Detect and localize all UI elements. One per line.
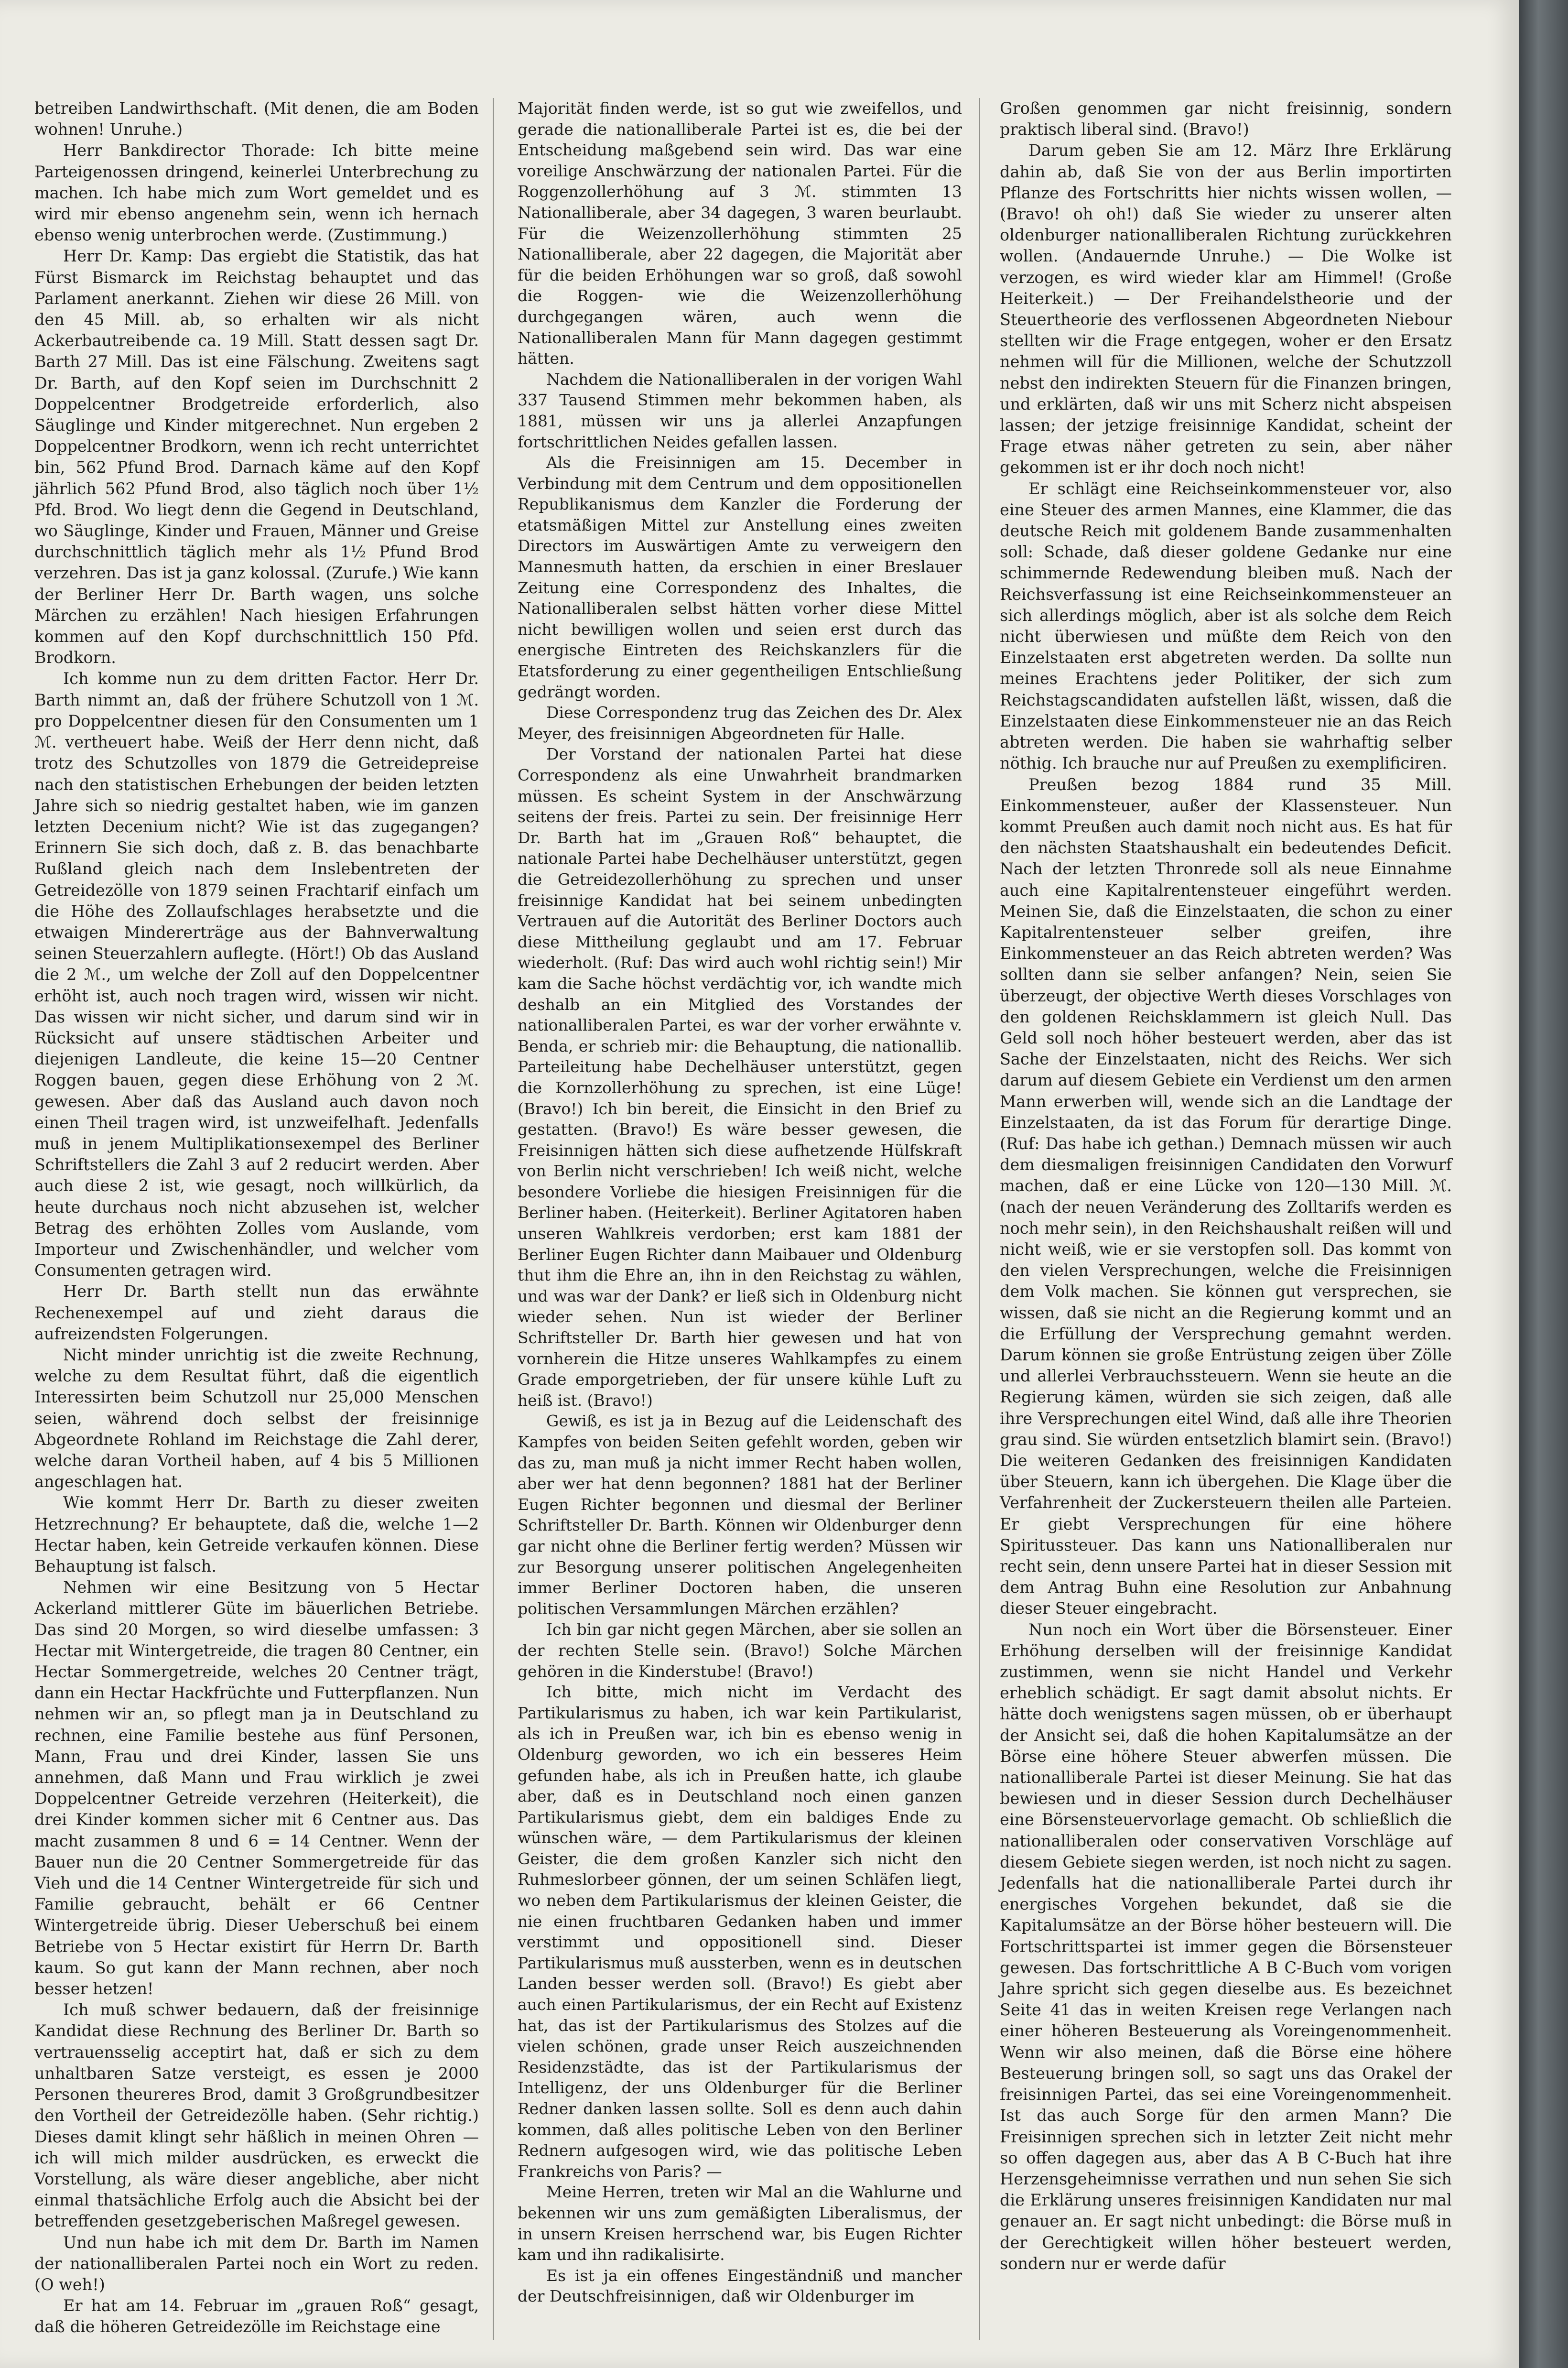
paragraph: Herr Dr. Barth stellt nun das erwähnte Rechenexempel auf und zieht daraus die aufreizendsten Folgerungen. <box>34 1282 479 1343</box>
paragraph: Ich bitte, mich nicht im Verdacht des Partikularismus zu haben, ich war kein Partikularist, als ich in Preußen war, ich bin es ebenso wenig in Oldenburg geworden, wo ich ein besseres Heim gefunden habe, als ich in Preußen hatte, ich glaube aber, daß es in Deutschland noch einen ganzen Partikularismus giebt, dem ein baldiges Ende zu wünschen wäre, — dem Partikularismus der kleinen Geister, die dem großen Kanzler sich nicht den Ruhmeslorbeer gönnen, der um seinen Schläfen liegt, wo neben dem Partikularismus der kleinen Geister, die nie einen fruchtbaren Gedanken haben und immer verstimmt und oppositionell sind. Dieser Partikularismus muß aussterben, wenn es in deutschen Landen besser werden soll. (Bravo!) Es giebt aber auch einen Partikularismus, der ein Recht auf Existenz hat, das ist der Partikularismus des Stolzes auf die vielen schönen, grade unser Reich auszeichnenden Residenzstädte, das ist der Partikularismus der Intelligenz, der uns Oldenburger für die Berliner Redner danken lassen sollte. Soll es denn auch dahin kommen, daß alles politische Leben von den Berliner Rednern aufgesogen wird, wie das politische Leben Frankreichs von Paris? — <box>518 1683 962 2181</box>
text-column-left <box>34 98 479 2338</box>
scan-border <box>1519 0 1568 2368</box>
paragraph: Er hat am 14. Februar im „grauen Roß“ gesagt, daß die höheren Getreidezölle im Reichstage eine <box>34 2296 479 2336</box>
paragraph: Darum geben Sie am 12. März Ihre Erklärung dahin ab, daß Sie von der aus Berlin importirten Pflanze des Fortschritts hier nichts wissen wollen, — (Bravo! oh oh!) daß Sie wieder zu unserer alten oldenburger nationalliberalen Richtung zurückkehren wollen. (Andauernde Unruhe.) — Die Wolke ist verzogen, es wird wieder klar am Himmel! (Große Heiterkeit.) — Der Freihandelstheorie und der Steuertheorie des verflossenen Abgeordneten Niebour stellten wir die Frage entgegen, woher er den Ersatz nehmen will für die Millionen, welche der Schutzzoll nebst den indirekten Steuern für die Finanzen bringen, und erklärten, daß wir uns mit Scherz nicht abspeisen lassen; der jetzige freisinnige Kandidat, scheint der Frage etwas näher getreten zu sein, aber näher gekommen ist er ihr doch noch nicht! <box>1000 141 1452 477</box>
paragraph: Ich komme nun zu dem dritten Factor. Herr Dr. Barth nimmt an, daß der frühere Schutzoll von 1 ℳ. pro Doppelcentner diesen für den Consumenten um 1 ℳ. vertheuert habe. Weiß der Herr denn nicht, daß trotz des Schutzolles von 1879 die Getreidepreise nach den statistischen Erhebungen der beiden letzten Jahre sich so niedrig gestaltet haben, wie im ganzen letzten Decenium nicht? Wie ist das zugegangen? Erinnern Sie sich doch, daß z. B. das benachbarte Rußland gleich nach dem Inslebentreten der Getreidezölle von 1879 seinen Frachtarif einfach um die Höhe des Zollaufschlages herabsetzte und die etwaigen Mindererträge aus der Bahnverwaltung seinen Steuerzahlern auflegte. (Hört!) Ob das Ausland die 2 ℳ., um welche der Zoll auf den Doppelcentner erhöht ist, auch noch tragen wird, wissen wir nicht. Das wissen wir nicht sicher, und darum sind wir in Rücksicht auf unsere städtischen Arbeiter und diejenigen Landleute, die keine 15—20 Centner Roggen bauen, gegen diese Erhöhung von 2 ℳ. gewesen. Aber daß das Ausland auch davon noch einen Theil tragen wird, ist unzweifelhaft. Jedenfalls muß in jenem Multiplikationsexempel des Berliner Schriftstellers die Zahl 3 auf 2 reducirt werden. Aber auch diese 2 ist, wie gesagt, noch willkürlich, da heute durchaus noch nicht abzusehen ist, welcher Betrag des erhöhten Zolles vom Auslande, vom Importeur und Zwischenhändler, und welcher vom Consumenten getragen wird. <box>34 669 479 1280</box>
paragraph: Gewiß, es ist ja in Bezug auf die Leidenschaft des Kampfes von beiden Seiten gefehlt worden, geben wir das zu, man muß ja nicht immer Recht haben wollen, aber wer hat denn begonnen? 1881 hat der Berliner Eugen Richter begonnen und diesmal der Berliner Schriftsteller Dr. Barth. Können wir Oldenburger denn gar nicht ohne die Berliner fertig werden? Müssen wir zur Besorgung unserer politischen Angelegenheiten immer Berliner Doctoren haben, die unseren politischen Versammlungen Märchen erzählen? <box>518 1412 962 1618</box>
text-column-middle <box>518 98 962 2307</box>
text-column-right <box>1000 98 1452 2274</box>
paragraph: Wie kommt Herr Dr. Barth zu dieser zweiten Hetzrechnung? Er behauptete, daß die, welche 1—2 Hectar haben, kein Getreide verkaufen können. Diese Behauptung ist falsch. <box>34 1493 479 1576</box>
paragraph: Der Vorstand der nationalen Partei hat diese Correspondenz als eine Unwahrheit brandmarken müssen. Es scheint System in der Anschwärzung seitens der freis. Partei zu sein. Der freisinnige Herr Dr. Barth hat im „Grauen Roß“ behauptet, die nationale Partei habe Dechelhäuser unterstützt, gegen die Getreidezollerhöhung zu sprechen und unser freisinnige Kandidat hat bei seinem unbedingten Vertrauen auf die Autorität des Berliner Doctors auch diese Mittheilung geglaubt und am 17. Februar wiederholt. (Ruf: Das wird auch wohl richtig sein!) Mir kam die Sache höchst verdächtig vor, ich wandte mich deshalb an ein Mitglied des Vorstandes der nationalliberalen Partei, es war der vorher erwähnte v. Benda, er schrieb mir: die Behauptung, die nationallib. Parteileitung habe Dechelhäuser unterstützt, gegen die Kornzollerhöhung zu sprechen, ist eine Lüge! (Bravo!) Ich bin bereit, die Einsicht in den Brief zu gestatten. (Bravo!) Es wäre besser gewesen, die Freisinnigen hätten sich diese aufhetzende Hülfskraft von Berlin nicht verschrieben! Ich weiß nicht, welche besondere Vorliebe die hiesigen Freisinnigen für die Berliner haben. (Heiterkeit). Berliner Agitatoren haben unseren Wahlkreis verdorben; erst kam 1881 der Berliner Eugen Richter dann Maibauer und Oldenburg thut ihm die Ehre an, ihn in den Reichstag zu wählen, und was war der Dank? er ließ sich in Oldenburg nicht wieder sehen. Nun ist wieder der Berliner Schriftsteller Dr. Barth hier gewesen und hat von vornherein die Hitze unseres Wahlkampfes zu einem Grade emporgetrieben, der für unsere kühle Luft zu heiß ist. (Bravo!) <box>518 745 962 1410</box>
paragraph: Diese Correspondenz trug das Zeichen des Dr. Alex Meyer, des freisinnigen Abgeordneten für Halle. <box>518 703 962 743</box>
column-divider <box>979 98 980 2340</box>
column-divider <box>493 98 494 2340</box>
paragraph: Ich bin gar nicht gegen Märchen, aber sie sollen an der rechten Stelle sein. (Bravo!) Solche Märchen gehören in die Kinderstube! (Bravo!) <box>518 1620 962 1681</box>
paragraph: Es ist ja ein offenes Eingeständniß und mancher der Deutschfreisinnigen, daß wir Oldenburger im <box>518 2266 962 2306</box>
paragraph: Er schlägt eine Reichseinkommensteuer vor, also eine Steuer des armen Mannes, eine Klammer, die das deutsche Reich mit goldenem Bande zusammenhalten soll: Schade, daß dieser goldene Gedanke nur eine schimmernde Redewendung bleiben muß. Nach der Reichsverfassung ist eine Reichseinkommensteuer an sich allerdings möglich, aber ist als solche dem Reich nicht überwiesen und müßte dem Reich von den Einzelstaaten erst abgetreten werden. Da sollte nun meines Erachtens jeder Politiker, der sich zum Reichstagscandidaten aufstellen läßt, wissen, daß die Einzelstaaten diese Einkommensteuer nie an das Reich abtreten werden. Die haben sie wahrhaftig selber nöthig. Ich brauche nur auf Preußen zu exemplificiren. <box>1000 479 1452 773</box>
paragraph: Großen genommen gar nicht freisinnig, sondern praktisch liberal sind. (Bravo!) <box>1000 99 1452 139</box>
paragraph: Nachdem die Nationalliberalen in der vorigen Wahl 337 Tausend Stimmen mehr bekommen haben, als 1881, müssen wir uns ja allerlei Anzapfungen fortschrittlichen Neides gefallen lassen. <box>518 369 962 451</box>
paragraph: Herr Bankdirector Thorade: Ich bitte meine Parteigenossen dringend, keinerlei Unterbrechung zu machen. Ich habe mich zum Wort gemeldet und es wird mir ebenso angenehm sein, wenn ich hernach ebenso wenig unterbrochen werde. (Zustimmung.) <box>34 141 479 245</box>
paragraph: Als die Freisinnigen am 15. December in Verbindung mit dem Centrum und dem oppositionellen Republikanismus dem Kanzler die Forderung der etatsmäßigen Mittel zur Anstellung eines zweiten Directors im Auswärtigen Amte zu verweigern den Mannesmuth hatten, da erschien in einer Breslauer Zeitung eine Correspondenz des Inhaltes, die Nationalliberalen selbst hätten vorher diese Mittel nicht bewilligen wollen und seien erst durch das energische Eintreten des Reichskanzlers für die Etatsforderung zu einer gegentheiligen Entschließung gedrängt worden. <box>518 453 962 701</box>
paragraph: Nicht minder unrichtig ist die zweite Rechnung, welche zu dem Resultat führt, daß die eigentlich Interessirten beim Schutzoll nur 25,000 Menschen seien, während doch selbst der freisinnige Abgeordnete Rohland im Reichstage die Zahl derer, welche daran Vortheil haben, auf 4 bis 5 Millionen angeschlagen hat. <box>34 1345 479 1491</box>
paragraph: Herr Dr. Kamp: Das ergiebt die Statistik, das hat Fürst Bismarck im Reichstag behauptet und das Parlament anerkannt. Ziehen wir diese 26 Mill. von den 45 Mill. ab, so erhalten wir als nicht Ackerbautreibende ca. 19 Mill. Statt dessen sagt Dr. Barth 27 Mill. Das ist eine Fälschung. Zweitens sagt Dr. Barth, auf den Kopf seien im Durchschnitt 2 Doppelcentner Brodgetreide erforderlich, also Säuglinge und Kinder mitgerechnet. Nun ergeben 2 Doppelcentner Brodkorn, wenn ich recht unterrichtet bin, 562 Pfund Brod. Darnach käme auf den Kopf jährlich 562 Pfund Brod, also täglich noch über 1½ Pfd. Brod. Wo liegt denn die Gegend in Deutschland, wo Säuglinge, Kinder und Frauen, Männer und Greise durchschnittlich täglich mehr als 1½ Pfund Brod verzehren. Das ist ja ganz kolossal. (Zurufe.) Wie kann der Berliner Herr Dr. Barth wagen, uns solche Märchen zu erzählen! Nach hiesigen Erfahrungen kommen auf den Kopf durchschnittlich 150 Pfd. Brodkorn. <box>34 247 479 667</box>
paragraph: Ich muß schwer bedauern, daß der freisinnige Kandidat diese Rechnung des Berliner Dr. Barth so vertrauensselig acceptirt hat, daß er sich zu dem unhaltbaren Satze versteigt, es essen je 2000 Personen theureres Brod, damit 3 Großgrundbesitzer den Vortheil der Getreidezölle haben. (Sehr richtig.) Dieses damit klingt sehr häßlich in meinen Ohren — ich will mich milder ausdrücken, es erweckt die Vorstellung, als wäre dieser angebliche, aber nicht einmal thatsächliche Erfolg auch die Absicht bei der betreffenden gesetzgeberischen Maßregel gewesen. <box>34 2000 479 2231</box>
paragraph: Meine Herren, treten wir Mal an die Wahlurne und bekennen wir uns zum gemäßigten Liberalismus, der in unsern Kreisen herrschend war, bis Eugen Richter kam und ihn radikalisirte. <box>518 2183 962 2264</box>
paragraph: Nun noch ein Wort über die Börsensteuer. Einer Erhöhung derselben will der freisinnige Kandidat zustimmen, wenn sie nicht Handel und Verkehr erheblich schädigt. Er sagt damit absolut nichts. Er hätte doch wenigstens sagen müssen, ob er überhaupt der Ansicht sei, daß die hohen Kapitalumsätze an der Börse eine höhere Steuer abwerfen müssen. Die nationalliberale Partei ist dieser Meinung. Sie hat das bewiesen und in dieser Session durch Dechelhäuser eine Börsensteuervorlage gemacht. Ob schließlich die nationalliberalen oder conservativen Vorschläge auf diesem Gebiete siegen werden, ist noch nicht zu sagen. Jedenfalls hat die nationalliberale Partei durch ihr energisches Vorgehen bekundet, daß sie die Kapitalumsätze an der Börse höher besteuern will. Die Fortschrittspartei ist immer gegen die Börsensteuer gewesen. Das fortschrittliche A B C-Buch vom vorigen Jahre spricht sich gegen dieselbe aus. Es bezeichnet Seite 41 das in weiten Kreisen rege Verlangen nach einer höheren Besteuerung als Voreingenommenheit. Wenn wir also meinen, daß die Börse eine höhere Besteuerung bringen soll, so sagt uns das Orakel der freisinnigen Partei, das sei eine Voreingenommenheit. Ist das auch Sorge für den armen Mann? Die Freisinnigen sprechen sich in letzter Zeit nicht mehr so offen dagegen aus, aber das A B C-Buch hat ihre Herzensgeheimnisse verrathen und nun sehen Sie sich die Erklärung unseres freisinnigen Kandidaten nur mal genauer an. Er sagt nicht unbedingt: die Börse muß in der Gerechtigkeit willen höher besteuert werden, sondern nur er werde dafür <box>1000 1620 1452 2273</box>
paragraph: Preußen bezog 1884 rund 35 Mill. Einkommensteuer, außer der Klassensteuer. Nun kommt Preußen auch damit noch nicht aus. Es hat für den nächsten Staatshaushalt ein bedeutendes Deficit. Nach der letzten Thronrede soll als neue Einnahme auch eine Kapitalrentensteuer eingeführt werden. Meinen Sie, daß die Einzelstaaten, die schon zu einer Kapitalrentensteuer selber greifen, ihre Einkommensteuer an das Reich abtreten werden? Was sollten dann sie selber anfangen? Nein, seien Sie überzeugt, der objective Werth dieses Vorschlages von den goldenen Reichsklammern ist gleich Null. Das Geld soll noch höher besteuert werden, aber das ist Sache der Einzelstaaten, nicht des Reichs. Wer sich darum auf diesem Gebiete ein Verdienst um den armen Mann erwerben will, wende sich an die Landtage der Einzelstaaten, da ist das Forum für derartige Dinge. (Ruf: Das habe ich gethan.) Demnach müssen wir auch dem diesmaligen freisinnigen Candidaten den Vorwurf machen, daß er eine Lücke von 120—130 Mill. ℳ. (nach der neuen Veränderung des Zolltarifs werden es noch mehr sein), in den Reichshaushalt reißen will und nicht weiß, wie er sie verstopfen soll. Das kommt von den vielen Versprechungen, welche die Freisinnigen dem Volk machen. Sie können gut versprechen, sie wissen, daß sie nicht an die Regierung kommt und an die Erfüllung der Versprechung gemahnt werden. Darum können sie große Entrüstung zeigen über Zölle und allerlei Verbrauchssteuern. Wenn sie heute an die Regierung kämen, würden sie sich zeigen, daß alle ihre Versprechungen eitel Wind, daß alle ihre Theorien grau sind. Sie würden entsetzlich blamirt sein. (Bravo!) Die weiteren Gedanken des freisinnigen Kandidaten über Steuern, kann ich übergehen. Die Klage über die Verfahrenheit der Zuckersteuern theilen alle Parteien. Er giebt Versprechungen für eine höhere Spiritussteuer. Das kann uns Nationalliberalen nur recht sein, denn unsere Partei hat in dieser Session mit dem Antrag Buhn eine Resolution zur Anbahnung dieser Steuer eingebracht. <box>1000 775 1452 1618</box>
paragraph: Majorität finden werde, ist so gut wie zweifellos, und gerade die nationalliberale Partei ist es, die bei der Entscheidung maßgebend sein wird. Das war eine voreilige Anschwärzung der nationalen Partei. Für die Roggenzollerhöhung auf 3 ℳ. stimmten 13 Nationalliberale, aber 34 dagegen, 3 waren beurlaubt. Für die Weizenzollerhöhung stimmten 25 Nationalliberale, aber 22 dagegen, die Majorität aber für die beiden Erhöhungen war so groß, daß sowohl die Roggen- wie die Weizenzollerhöhung durchgegangen wären, auch wenn die Nationalliberalen Mann für Mann dagegen gestimmt hätten. <box>518 99 962 368</box>
paragraph: Nehmen wir eine Besitzung von 5 Hectar Ackerland mittlerer Güte im bäuerlichen Betriebe. Das sind 20 Morgen, so wird dieselbe umfassen: 3 Hectar mit Wintergetreide, die tragen 80 Centner, ein Hectar Sommergetreide, welches 20 Centner trägt, dann ein Hectar Hackfrüchte und Futterpflanzen. Nun nehmen wir an, so pflegt man ja in Deutschland zu rechnen, eine Familie bestehe aus fünf Personen, Mann, Frau und drei Kinder, lassen Sie uns annehmen, daß Mann und Frau wirklich je zwei Doppelcentner Getreide verzehren (Heiterkeit), die drei Kinder kommen sicher mit 6 Centner aus. Das macht zusammen 8 und 6 = 14 Centner. Wenn der Bauer nun die 20 Centner Sommergetreide für das Vieh und die 14 Centner Wintergetreide für sich und Familie gebraucht, behält er 66 Centner Wintergetreide übrig. Dieser Ueberschuß bei einem Betriebe von 5 Hectar existirt für Herrn Dr. Barth kaum. So gut kann der Mann rechnen, aber noch besser hetzen! <box>34 1578 479 1999</box>
paragraph: betreiben Landwirthschaft. (Mit denen, die am Boden wohnen! Unruhe.) <box>34 99 479 139</box>
paragraph: Und nun habe ich mit dem Dr. Barth im Namen der nationalliberalen Partei noch ein Wort zu reden. (O weh!) <box>34 2233 479 2294</box>
